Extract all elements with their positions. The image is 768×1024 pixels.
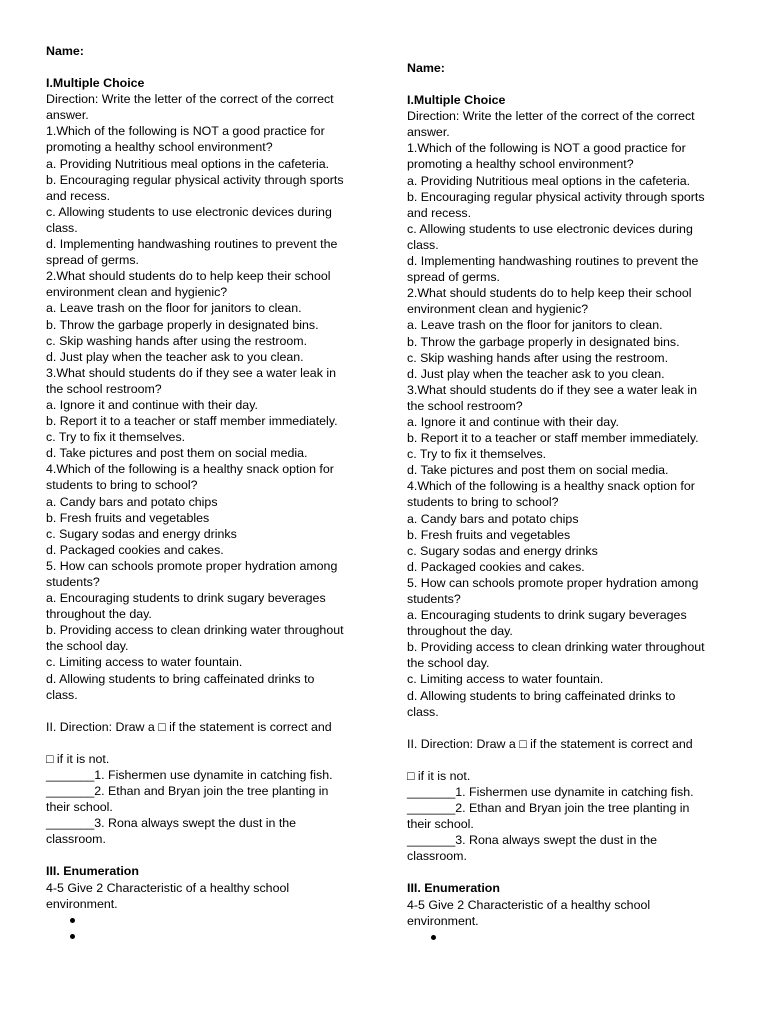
- answer-choice: c. Sugary sodas and energy drinks: [407, 543, 598, 558]
- question-block: [46, 461, 368, 558]
- question-text: students to bring to school?: [407, 495, 559, 510]
- spacer: [46, 735, 368, 751]
- section-2-direction-cont: □ if it is not.: [407, 768, 471, 783]
- answer-choice: d. Just play when the teacher ask to you clean.: [407, 366, 665, 381]
- true-false-statement: their school.: [407, 817, 474, 832]
- answer-choice: d. Packaged cookies and cakes.: [407, 559, 585, 574]
- answer-choice: b. Throw the garbage properly in designated bins.: [407, 334, 680, 349]
- answer-choice: b. Fresh fruits and vegetables: [46, 510, 210, 525]
- answer-choice: c. Try to fix it themselves.: [46, 430, 186, 445]
- answer-choice: class.: [46, 687, 78, 702]
- answer-choice: d. Implementing handwashing routines to prevent the: [46, 237, 338, 252]
- question-block: [407, 285, 729, 382]
- question-text: students?: [407, 592, 461, 606]
- true-false-statement: _______2. Ethan and Bryan join the tree planting in: [46, 784, 329, 799]
- question-text: 3.What should students do if they see a water leak in: [46, 365, 336, 380]
- question-block: [46, 365, 368, 462]
- question-block: [407, 140, 729, 285]
- question-text: environment clean and hygienic?: [46, 285, 228, 300]
- true-false-statement: their school.: [46, 800, 113, 815]
- worksheet-copy-left: [46, 43, 368, 944]
- true-false-statement: _______3. Rona always swept the dust in the: [407, 833, 658, 848]
- enumeration-prompt: environment.: [407, 913, 479, 928]
- direction-text: answer.: [407, 125, 450, 140]
- answer-choice: b. Providing access to clean drinking water throughout: [46, 623, 344, 638]
- answer-bullet: [46, 912, 368, 928]
- answer-choice: c. Sugary sodas and energy drinks: [46, 526, 237, 541]
- question-text: 2.What should students do to help keep their school: [407, 286, 692, 301]
- direction-text: Direction: Write the letter of the correct of the correct: [407, 109, 695, 124]
- answer-choice: c. Allowing students to use electronic devices during: [407, 221, 693, 236]
- answer-bullet: [46, 928, 368, 944]
- question-block: [46, 268, 368, 365]
- enumeration-prompt: environment.: [46, 896, 118, 911]
- question-text: 2.What should students do to help keep their school: [46, 269, 331, 284]
- question-block: [407, 382, 729, 479]
- answer-choice: class.: [46, 220, 78, 235]
- answer-choice: b. Encouraging regular physical activity through sports: [46, 172, 344, 187]
- question-text: 5. How can schools promote proper hydration among: [46, 558, 338, 573]
- direction-text: answer.: [46, 108, 89, 123]
- question-block: [46, 558, 368, 703]
- answer-choice: and recess.: [407, 205, 472, 220]
- answer-choice: c. Skip washing hands after using the restroom.: [407, 350, 669, 365]
- enumeration-prompt: 4-5 Give 2 Characteristic of a healthy school: [46, 880, 290, 895]
- spacer: [46, 59, 368, 75]
- answer-choice: and recess.: [46, 188, 111, 203]
- answer-choice: b. Providing access to clean drinking water throughout: [407, 640, 705, 655]
- true-false-statement: _______2. Ethan and Bryan join the tree planting in: [407, 801, 690, 816]
- true-false-statement: classroom.: [46, 832, 106, 847]
- answer-choice: a. Candy bars and potato chips: [46, 494, 218, 509]
- section-2-direction: II. Direction: Draw a □ if the statement is correct and: [407, 736, 693, 751]
- answer-choice: the school day.: [46, 639, 129, 654]
- answer-choice: b. Report it to a teacher or staff member immediately.: [46, 414, 338, 429]
- question-block: [407, 478, 729, 575]
- question-text: students to bring to school?: [46, 478, 198, 493]
- question-text: 4.Which of the following is a healthy snack option for: [407, 479, 695, 494]
- question-text: students?: [46, 575, 100, 589]
- spacer: [407, 864, 729, 880]
- question-block: [46, 123, 368, 268]
- question-text: environment clean and hygienic?: [407, 302, 589, 317]
- true-false-statement: _______3. Rona always swept the dust in the: [46, 816, 297, 831]
- section-title-multiple-choice: I.Multiple Choice: [46, 76, 145, 91]
- question-text: the school restroom?: [46, 381, 162, 396]
- spacer: [407, 752, 729, 768]
- answer-choice: spread of germs.: [46, 253, 139, 268]
- answer-choice: spread of germs.: [407, 270, 500, 285]
- question-text: 1.Which of the following is NOT a good practice for: [46, 124, 325, 139]
- spacer: [407, 76, 729, 92]
- answer-choice: c. Allowing students to use electronic devices during: [46, 204, 332, 219]
- question-text: 1.Which of the following is NOT a good practice for: [407, 141, 686, 156]
- section-2-direction: II. Direction: Draw a □ if the statement is correct and: [46, 719, 332, 734]
- answer-choice: c. Limiting access to water fountain.: [407, 672, 604, 687]
- answer-choice: class.: [407, 237, 439, 252]
- question-text: promoting a healthy school environment?: [407, 157, 634, 172]
- spacer: [46, 703, 368, 719]
- question-block: [407, 575, 729, 720]
- answer-choice: a. Leave trash on the floor for janitors to clean.: [46, 301, 302, 316]
- spacer: [407, 720, 729, 736]
- section-title-enumeration: III. Enumeration: [46, 864, 139, 879]
- answer-choice: a. Ignore it and continue with their day.: [46, 397, 258, 412]
- question-text: the school restroom?: [407, 398, 523, 413]
- section-2-direction-cont: □ if it is not.: [46, 751, 110, 766]
- answer-choice: a. Providing Nutritious meal options in the cafeteria.: [46, 156, 330, 171]
- answer-choice: c. Try to fix it themselves.: [407, 447, 547, 462]
- direction-text: Direction: Write the letter of the correct of the correct: [46, 92, 334, 107]
- answer-choice: b. Fresh fruits and vegetables: [407, 527, 571, 542]
- section-title-multiple-choice: I.Multiple Choice: [407, 93, 506, 108]
- answer-choice: the school day.: [407, 656, 490, 671]
- question-text: promoting a healthy school environment?: [46, 140, 273, 155]
- enumeration-prompt: 4-5 Give 2 Characteristic of a healthy school: [407, 897, 651, 912]
- answer-choice: d. Take pictures and post them on social media.: [407, 463, 669, 478]
- answer-choice: b. Throw the garbage properly in designated bins.: [46, 317, 319, 332]
- section-title-enumeration: III. Enumeration: [407, 881, 500, 896]
- answer-choice: d. Allowing students to bring caffeinated drinks to: [46, 671, 315, 686]
- worksheet-copy-right: [407, 60, 729, 945]
- true-false-statement: _______1. Fishermen use dynamite in catching fish.: [46, 767, 333, 782]
- question-text: 4.Which of the following is a healthy snack option for: [46, 462, 334, 477]
- true-false-statement: _______1. Fishermen use dynamite in catching fish.: [407, 784, 694, 799]
- answer-choice: a. Providing Nutritious meal options in the cafeteria.: [407, 173, 691, 188]
- answer-choice: a. Encouraging students to drink sugary beverages: [407, 608, 687, 623]
- answer-choice: c. Limiting access to water fountain.: [46, 655, 243, 670]
- answer-choice: d. Packaged cookies and cakes.: [46, 542, 224, 557]
- question-text: 3.What should students do if they see a water leak in: [407, 382, 697, 397]
- answer-choice: a. Ignore it and continue with their day.: [407, 414, 619, 429]
- answer-choice: b. Encouraging regular physical activity through sports: [407, 189, 705, 204]
- name-label: Name:: [46, 44, 84, 58]
- answer-choice: a. Encouraging students to drink sugary beverages: [46, 591, 326, 606]
- answer-choice: d. Allowing students to bring caffeinated drinks to: [407, 688, 676, 703]
- answer-choice: d. Take pictures and post them on social media.: [46, 446, 308, 461]
- answer-choice: c. Skip washing hands after using the restroom.: [46, 333, 308, 348]
- answer-choice: a. Candy bars and potato chips: [407, 511, 579, 526]
- answer-choice: b. Report it to a teacher or staff member immediately.: [407, 431, 699, 446]
- answer-choice: d. Just play when the teacher ask to you clean.: [46, 349, 304, 364]
- question-text: 5. How can schools promote proper hydration among: [407, 575, 699, 590]
- spacer: [46, 847, 368, 863]
- name-label: Name:: [407, 61, 445, 75]
- answer-bullet: [407, 929, 729, 945]
- answer-choice: throughout the day.: [407, 624, 513, 639]
- answer-choice: class.: [407, 704, 439, 719]
- answer-choice: d. Implementing handwashing routines to prevent the: [407, 254, 699, 269]
- answer-choice: throughout the day.: [46, 607, 152, 622]
- true-false-statement: classroom.: [407, 849, 467, 864]
- answer-choice: a. Leave trash on the floor for janitors to clean.: [407, 318, 663, 333]
